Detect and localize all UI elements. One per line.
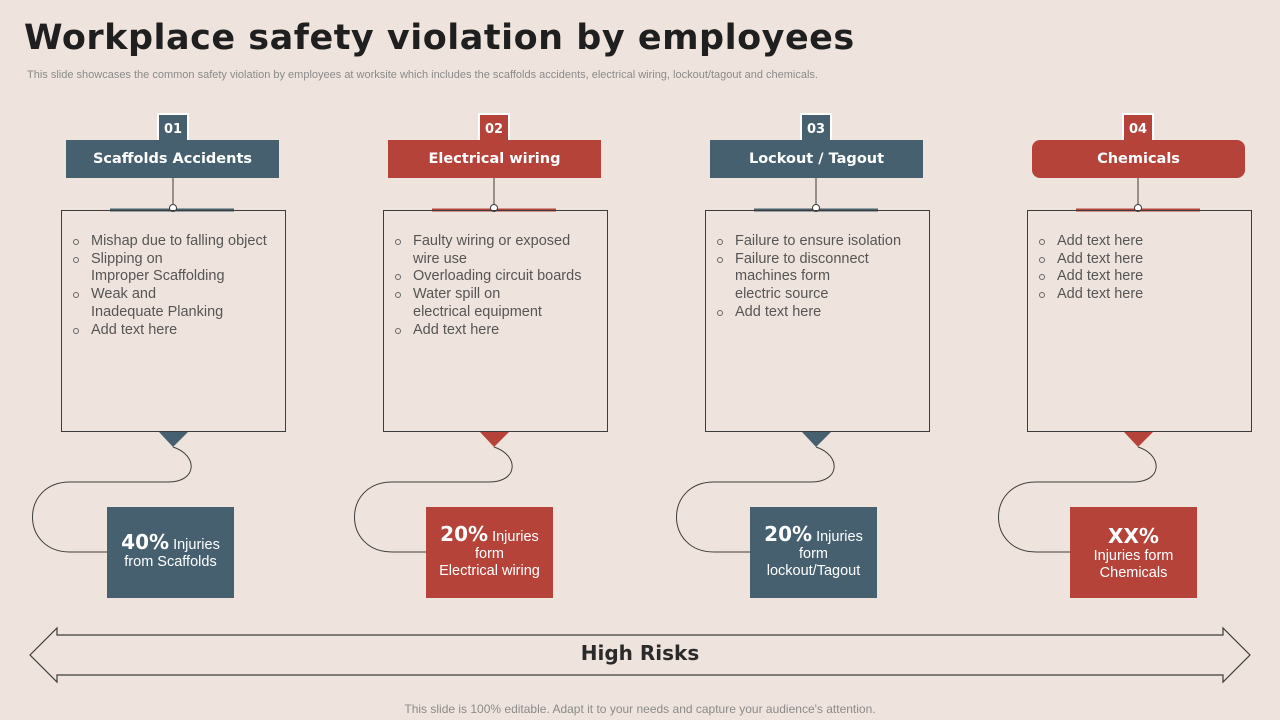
list-item: Add text here <box>91 322 277 340</box>
violation-list <box>384 211 607 339</box>
stat-value: XX% <box>1108 523 1159 548</box>
step-number-04: 04 <box>1122 113 1154 145</box>
violation-list <box>1028 211 1251 304</box>
list-item: Faulty wiring or exposed wire use <box>413 233 599 268</box>
page-subtitle: This slide showcases the common safety violation by employees at worksite which includes the scaffolds accidents, electrical wiring, lockout/tagout and chemicals. <box>27 69 818 81</box>
list-item: Failure to disconnect machines form electric source <box>735 251 921 304</box>
category-header-chemicals: Chemicals <box>1032 140 1245 178</box>
list-item: Add text here <box>1057 268 1243 286</box>
violation-list <box>706 211 929 322</box>
list-item: Add text here <box>1057 251 1243 269</box>
violation-card-scaffolds <box>61 210 286 432</box>
injury-stat-electrical <box>426 507 553 598</box>
list-item: Add text here <box>1057 286 1243 304</box>
list-item: Slipping on Improper Scaffolding <box>91 251 277 286</box>
violation-card-electrical <box>383 210 608 432</box>
stat-text: Injuries form Electrical wiring <box>439 528 540 579</box>
injury-stat-lockout <box>750 507 877 598</box>
stat-text: Injuries form lockout/Tagout <box>766 528 863 579</box>
violation-card-chemicals <box>1027 210 1252 432</box>
category-header-scaffolds: Scaffolds Accidents <box>66 140 279 178</box>
injury-stat-scaffolds <box>107 507 234 598</box>
stat-text: Injuries from Scaffolds <box>124 537 220 570</box>
step-number-03: 03 <box>800 113 832 145</box>
list-item: Weak and Inadequate Planking <box>91 286 277 321</box>
category-header-electrical: Electrical wiring <box>388 140 601 178</box>
footer-note: This slide is 100% editable. Adapt it to your needs and capture your audience's attention. <box>404 702 876 716</box>
stat-text: Injuries form Chemicals <box>1093 547 1174 581</box>
stat-value: 20% <box>440 521 489 546</box>
stat-value: 40% <box>121 530 170 554</box>
step-number-01: 01 <box>157 113 189 145</box>
list-item: Add text here <box>735 304 921 322</box>
list-item: Mishap due to falling object <box>91 233 277 251</box>
list-item: Add text here <box>413 322 599 340</box>
list-item: Overloading circuit boards <box>413 268 599 286</box>
step-number-02: 02 <box>478 113 510 145</box>
violation-card-lockout <box>705 210 930 432</box>
high-risks-label: High Risks <box>580 641 700 665</box>
page-title: Workplace safety violation by employees <box>24 18 855 58</box>
list-item: Failure to ensure isolation <box>735 233 921 251</box>
violation-list <box>62 211 285 339</box>
category-header-lockout: Lockout / Tagout <box>710 140 923 178</box>
injury-stat-chemicals <box>1070 507 1197 598</box>
list-item: Add text here <box>1057 233 1243 251</box>
list-item: Water spill on electrical equipment <box>413 286 599 321</box>
stat-value: 20% <box>764 521 813 546</box>
